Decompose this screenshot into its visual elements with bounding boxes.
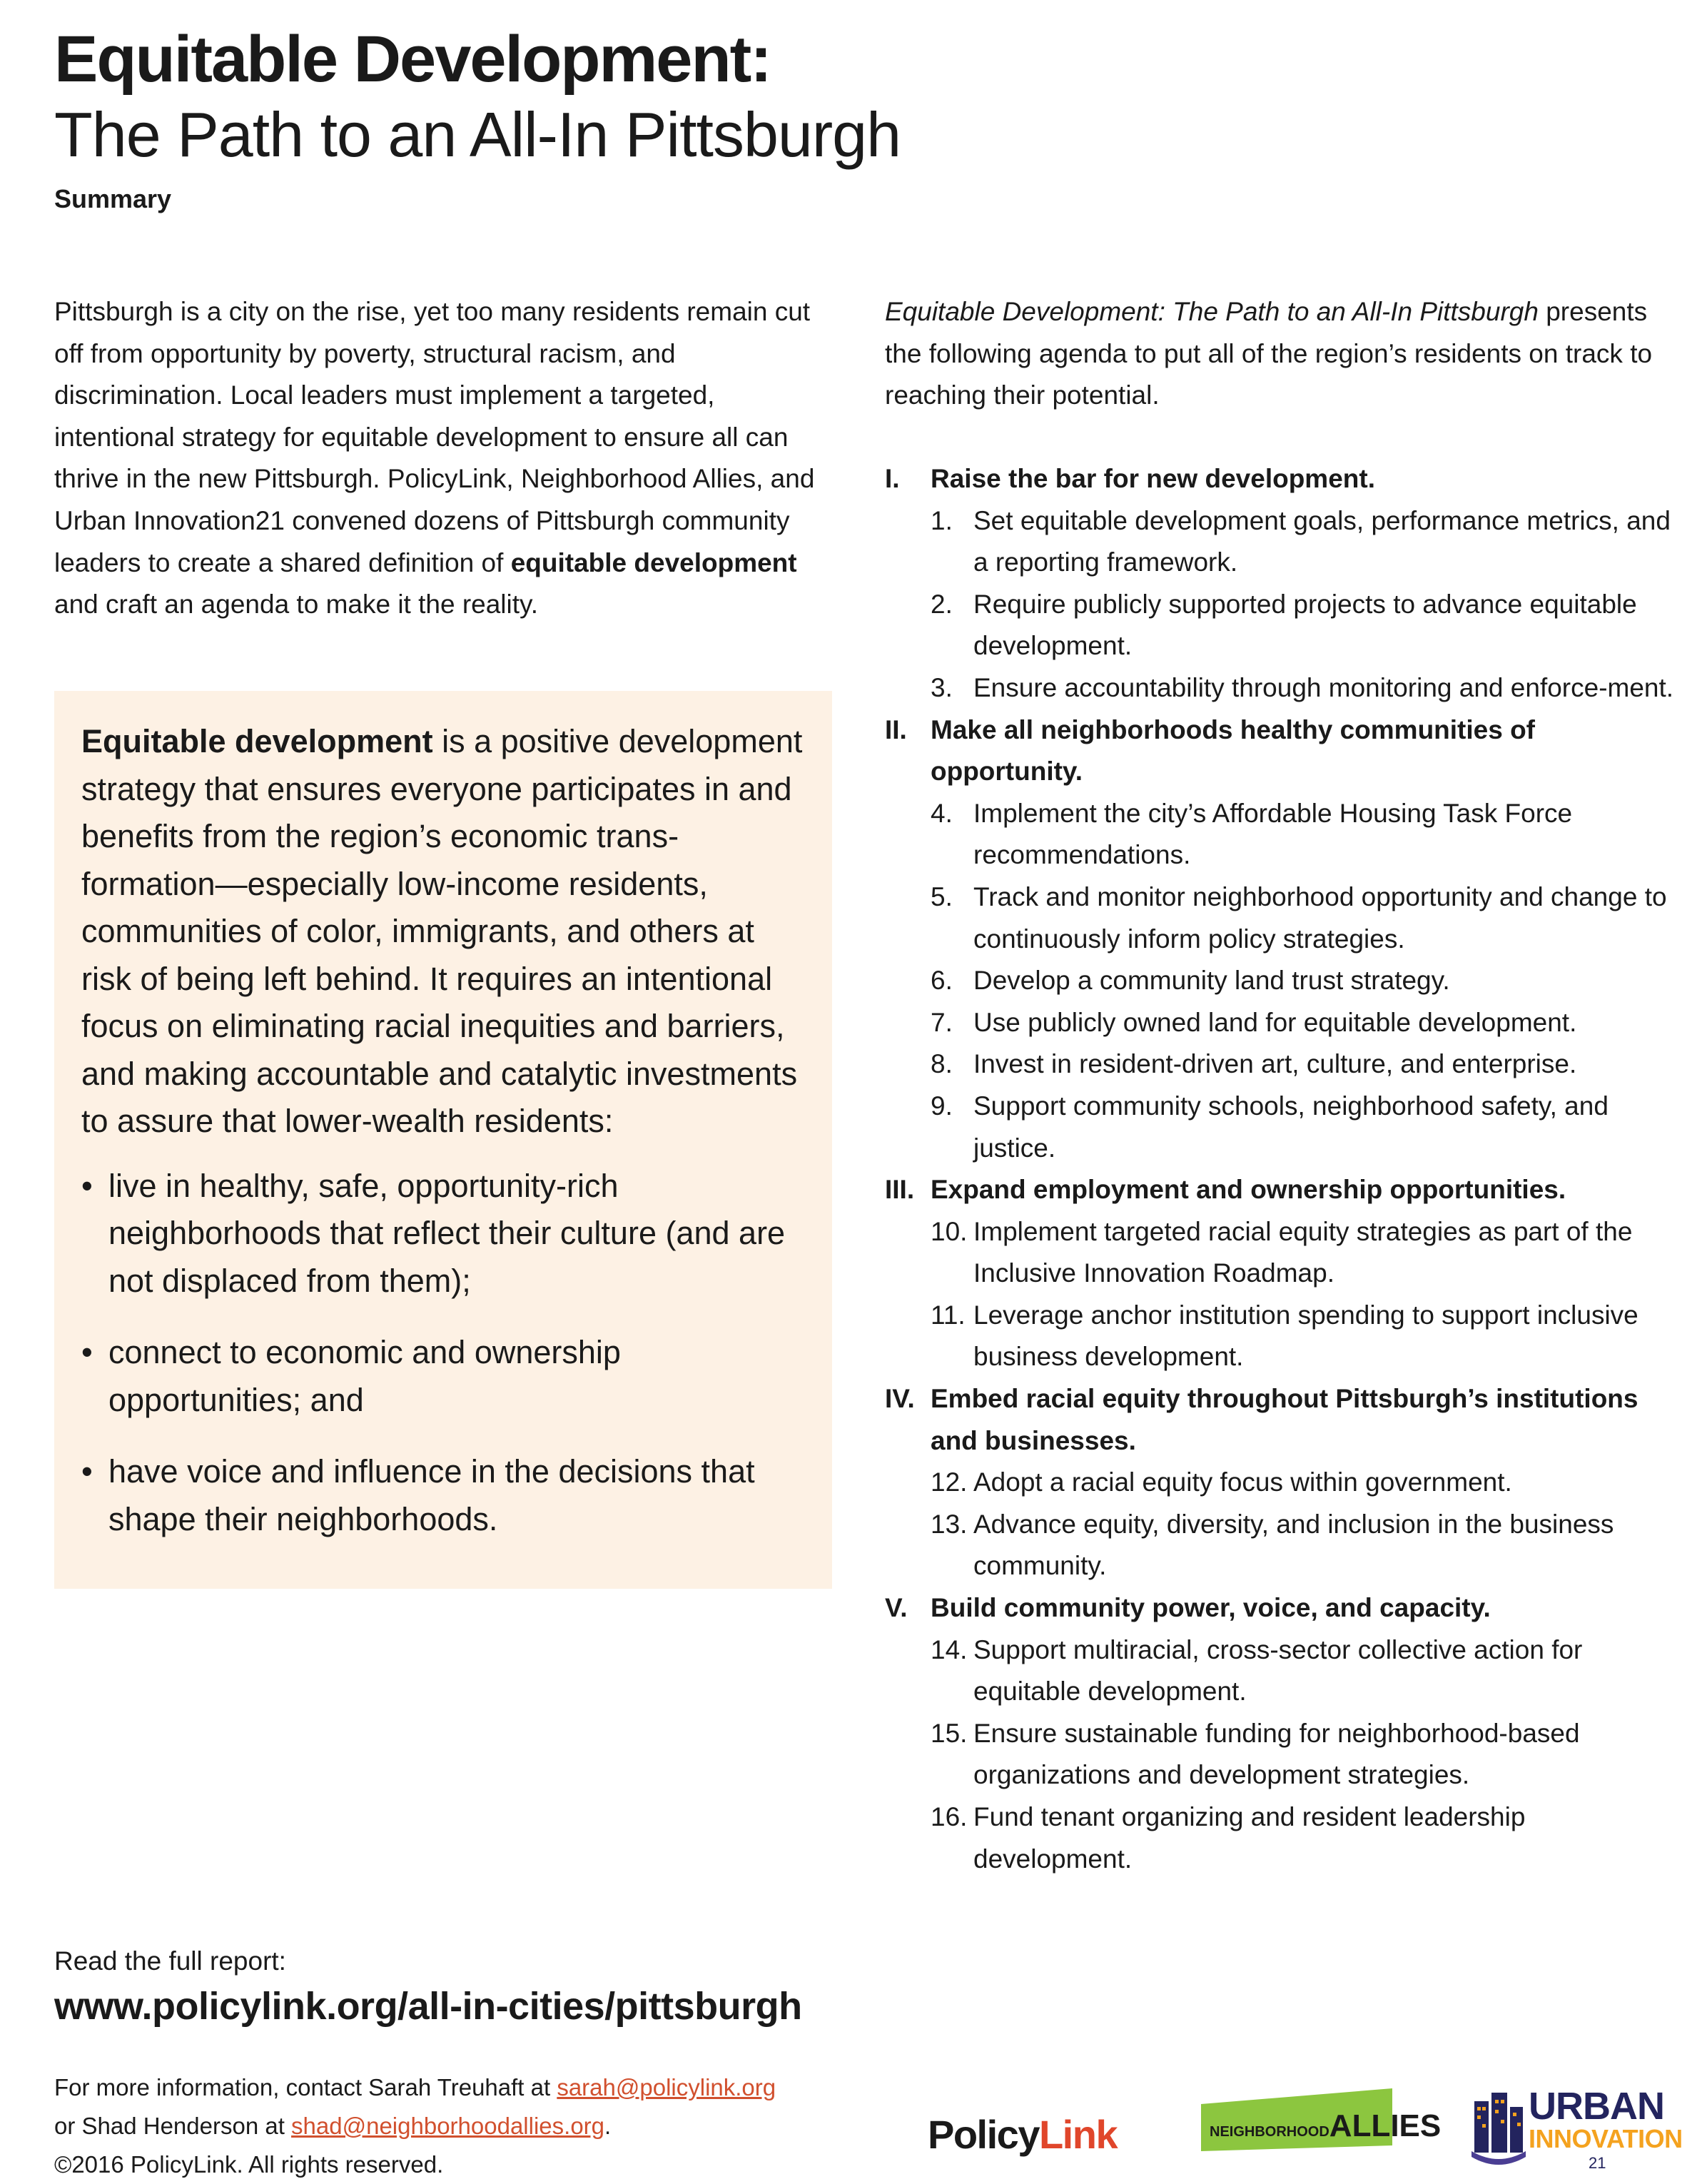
agenda-item [885, 1713, 1677, 1796]
bullet-icon: • [81, 1453, 93, 1490]
item-number: 1. [931, 505, 953, 535]
item-text: Support multiracial, cross-sector collective action for equitable development. [973, 1634, 1583, 1707]
item-text: Develop a community land trust strategy. [973, 966, 1450, 996]
read-report-label: Read the full report: [54, 1946, 286, 1976]
item-number: 8. [931, 1049, 953, 1079]
item-number: 12. [931, 1467, 968, 1497]
item-text: Set equitable development goals, performance metrics, and a reporting framework. [973, 505, 1671, 577]
agenda-item [885, 1504, 1677, 1587]
agenda-section-heading [885, 1587, 1677, 1629]
item-text: Invest in resident-driven art, culture, and enterprise. [973, 1049, 1577, 1079]
item-number: 2. [931, 589, 953, 619]
contact-line [54, 2107, 776, 2145]
agenda-item [885, 876, 1677, 960]
agenda-intro [885, 291, 1677, 417]
section-numeral: IV. [885, 1384, 915, 1414]
summary-label: Summary [54, 184, 172, 213]
bullet-text: connect to economic and ownership opportunities; and [108, 1334, 621, 1418]
agenda-item [885, 1462, 1677, 1504]
definition-bullet [81, 1448, 804, 1543]
copyright: ©2016 PolicyLink. All rights reserved. [54, 2151, 444, 2178]
report-title-italic: Equitable Development: The Path to an All-In Pittsburgh [885, 297, 1539, 326]
section-title: Embed racial equity throughout Pittsburgh’s institutions and businesses. [931, 1384, 1638, 1455]
item-number: 7. [931, 1007, 953, 1037]
item-text: Support community schools, neighborhood safety, and justice. [973, 1091, 1609, 1163]
allies-small-text: NEIGHBORHOOD [1210, 2124, 1329, 2140]
item-text: Leverage anchor institution spending to support inclusive business development. [973, 1300, 1638, 1372]
agenda-list [885, 458, 1677, 1880]
contact-info [54, 2068, 776, 2184]
definition-paragraph [81, 718, 804, 1146]
logo-text-policy: Policy [928, 2112, 1039, 2157]
item-text: Ensure accountability through monitoring and enforce-ment. [973, 672, 1674, 702]
item-number: 13. [931, 1509, 968, 1539]
agenda-item [885, 960, 1677, 1002]
logo-text-link: Link [1038, 2112, 1118, 2157]
agenda-item [885, 793, 1677, 876]
item-text: Implement targeted racial equity strategies as part of the Inclusive Innovation Roadmap. [973, 1216, 1633, 1288]
item-number: 9. [931, 1091, 953, 1121]
agenda-item [885, 1629, 1677, 1713]
item-text: Fund tenant organizing and resident leadership development. [973, 1802, 1526, 1874]
item-text: Adopt a racial equity focus within government. [973, 1467, 1512, 1497]
contact-line [54, 2068, 776, 2107]
bullet-text: have voice and influence in the decisions that shape their neighborhoods. [108, 1453, 755, 1537]
definition-bullet-list [81, 1163, 804, 1544]
section-title: Raise the bar for new development. [931, 464, 1375, 493]
intro-text-end: and craft an agenda to make it the reality. [54, 590, 539, 620]
contact-text: or Shad Henderson at [54, 2113, 292, 2139]
agenda-item [885, 584, 1677, 667]
item-text: Advance equity, diversity, and inclusion in the business community. [973, 1509, 1614, 1581]
item-number: 15. [931, 1718, 968, 1748]
email-link-shad[interactable]: shad@neighborhoodallies.org [291, 2113, 605, 2139]
email-link-sarah[interactable]: sarah@policylink.org [557, 2074, 776, 2100]
bullet-icon: • [81, 1167, 93, 1204]
report-url-link[interactable]: www.policylink.org/all-in-cities/pittsburgh [54, 1985, 802, 2028]
intro-text: Pittsburgh is a city on the rise, yet too many residents remain cut off from opportunity by poverty, structural racism, and discrimination. Local leaders must implement a targeted, intentional strategy for equitable development to ensure all can thrive in the new Pittsburgh. PolicyLink, Neighborhood Allies, and Urban Innovation21 convened dozens of Pittsburgh community leaders to create a shared definition of [54, 297, 815, 577]
agenda-section-heading [885, 709, 1677, 793]
item-number: 11. [931, 1300, 966, 1330]
contact-text: For more information, contact Sarah Treuhaft at [54, 2074, 557, 2100]
definition-bullet [81, 1329, 804, 1424]
urban-innovation21-logo [1470, 2085, 1683, 2172]
agenda-item [885, 1086, 1677, 1169]
policylink-logo [928, 2111, 1117, 2158]
section-numeral: III. [885, 1175, 915, 1205]
agenda-item [885, 500, 1677, 584]
item-number: 6. [931, 966, 953, 996]
item-text: Implement the city’s Affordable Housing Task Force recommendations. [973, 798, 1573, 870]
item-number: 14. [931, 1634, 968, 1664]
agenda-item [885, 667, 1677, 709]
section-numeral: I. [885, 464, 900, 493]
agenda-section-heading [885, 1378, 1677, 1462]
definition-bullet [81, 1163, 804, 1305]
intro-bold-term: equitable development [510, 547, 797, 577]
definition-term: Equitable development [81, 723, 433, 759]
definition-text: is a positive development strategy that ensures everyone participates in and benefits from the region’s economic trans-formation—especially low-income residents, communities of color, immigrants, and others at risk of being left behind. It requires an intentional focus on eliminating racial inequities and barriers, and making accountable and catalytic investments to assure that lower-wealth residents: [81, 723, 803, 1139]
item-text: Ensure sustainable funding for neighborhood-based organizations and development strategies. [973, 1718, 1580, 1790]
section-title: Make all neighborhoods healthy communities of opportunity. [931, 714, 1536, 787]
item-text: Track and monitor neighborhood opportunity and change to continuously inform policy strategies. [973, 881, 1667, 954]
city-buildings-icon [1470, 2088, 1527, 2167]
bullet-text: live in healthy, safe, opportunity-rich neighborhoods that reflect their culture (and are not displaced from them); [108, 1167, 786, 1299]
agenda-item [885, 1211, 1677, 1295]
allies-big-text: ALLIES [1329, 2108, 1442, 2143]
item-number: 4. [931, 798, 953, 828]
page-title: Equitable Development: [54, 23, 771, 96]
page-subtitle: The Path to an All-In Pittsburgh [54, 99, 901, 170]
agenda-item [885, 1796, 1677, 1880]
item-text: Use publicly owned land for equitable development. [973, 1007, 1577, 1037]
item-number: 10. [931, 1216, 968, 1246]
agenda-intro-text: presents the following agenda to put all of the region’s residents on track to reaching their potential. [885, 297, 1653, 410]
agenda-section-heading [885, 458, 1677, 500]
item-number: 5. [931, 881, 953, 911]
agenda-item [885, 1295, 1677, 1378]
logo-number: 21 [1589, 2154, 1606, 2172]
agenda-item [885, 1002, 1677, 1044]
intro-paragraph [54, 291, 832, 626]
agenda-section-heading [885, 1169, 1677, 1211]
contact-period: . [604, 2113, 612, 2139]
innovation-wordmark: INNOVATION [1529, 2124, 1683, 2153]
item-number: 16. [931, 1802, 968, 1831]
bullet-icon: • [81, 1334, 93, 1370]
allies-wordmark [1210, 2108, 1441, 2144]
section-numeral: V. [885, 1593, 908, 1623]
definition-box [54, 691, 832, 1589]
agenda-item [885, 1043, 1677, 1086]
neighborhood-allies-logo [1201, 2088, 1442, 2151]
section-title: Build community power, voice, and capacity. [931, 1593, 1491, 1623]
item-number: 3. [931, 672, 953, 702]
urban-wordmark: URBAN [1529, 2085, 1664, 2128]
section-numeral: II. [885, 714, 907, 744]
item-text: Require publicly supported projects to advance equitable development. [973, 589, 1637, 661]
section-title: Expand employment and ownership opportunities. [931, 1175, 1566, 1205]
